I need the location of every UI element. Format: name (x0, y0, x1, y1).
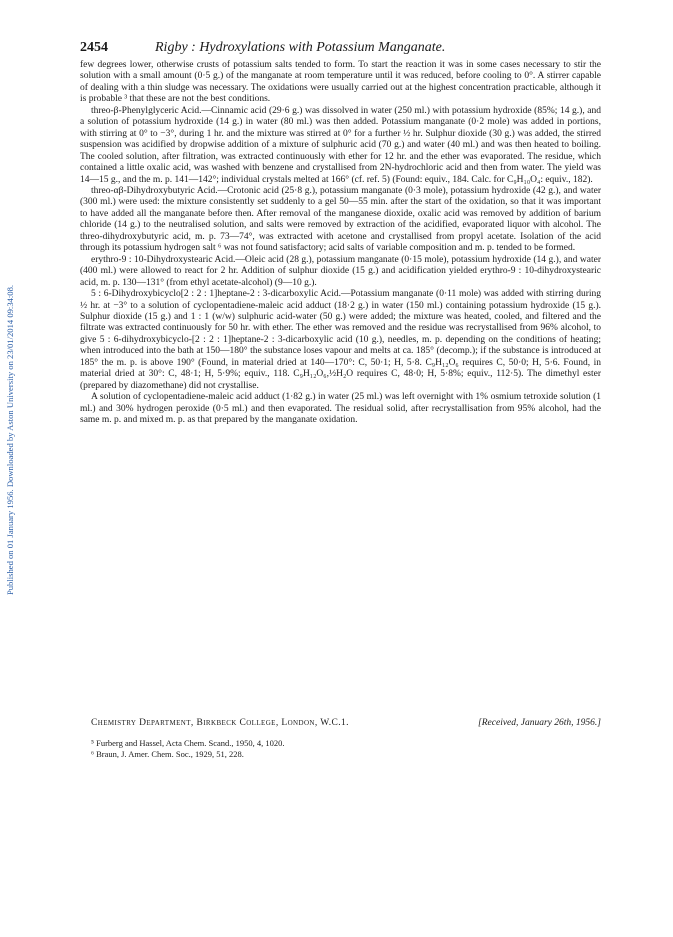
received-date: [Received, January 26th, 1956.] (478, 718, 601, 728)
institution: Chemistry Department, Birkbeck College, London, W.C.1. (91, 718, 349, 728)
running-title: Rigby : Hydroxylations with Potassium Manganate. (155, 40, 446, 55)
reference-6: ⁶ Braun, J. Amer. Chem. Soc., 1929, 51, 228. (91, 748, 244, 759)
affiliation-line (91, 717, 601, 729)
paragraph-1: few degrees lower, otherwise crusts of potassium salts tended to form. To start the reaction it was in some cases necessary to stir the solution with a small amount (0·5 g.) of the manganate at room temperature until it was reduced, before cooling to 0°. A stirrer capable of dealing with a thin sludge was necessary. The oxidations were usually carried out at the highest concentration practicable, although it is probable ³ that these are not the best conditions. (80, 60, 601, 105)
paragraph-osmium-tetroxide: A solution of cyclopentadiene-maleic acid adduct (1·82 g.) in water (25 ml.) was left overnight with 1% osmium tetroxide solution (1 ml.) and 30% hydrogen peroxide (0·5 ml.) and then evaporated. The residual solid, after recrystallisation from 95% alcohol, had the same m. p. and mixed m. p. as that prepared by the manganate oxidation. (80, 392, 601, 426)
article-body (80, 60, 601, 427)
references (91, 738, 601, 759)
paragraph-phenylglyceric-acid: threo-β-Phenylglyceric Acid.—Cinnamic acid (29·6 g.) was dissolved in water (250 ml.) with potassium hydroxide (85%; 14 g.), and a solution of potassium hydroxide (14 g.) in water (80 ml.) was then added. Potassium manganate (0·2 mole) was added in portions, with stirring at 0° to −3°, during 1 hr. and the mixture was stirred at 0° for a further ½ hr. Sulphur dioxide (30 g.) was added, the stirred suspension was acidified by dropwise addition of a mixture of sulphuric acid (70 g.) and water (40 ml.) and was then heated to boiling. The cooled solution, after filtration, was extracted continuously with ether for 12 hr. and the ether was evaporated. The residue, which contained a little oxalic acid, was washed with benzene and crystallised from 2N-hydrochloric acid and then from water. The yield was 14—15 g., and the m. p. 141—142°; individual crystals melted at 166° (cf. ref. 5) (Found: equiv., 184. Calc. for C₉H₁₀O₄: equiv., 182). (80, 105, 601, 185)
page-number: 2454 (80, 40, 108, 55)
page-header (80, 40, 600, 58)
download-notice (2, 200, 18, 680)
download-notice-text: Published on 01 January 1956. Downloaded by Aston University on 23/01/2014 09:34:08. (5, 284, 15, 596)
paragraph-dihydroxystearic-acid: erythro-9 : 10-Dihydroxystearic Acid.—Oleic acid (28 g.), potassium manganate (0·15 mole), potassium hydroxide (14 g.), and water (400 ml.) were allowed to react for 2 hr. Addition of sulphur dioxide (15 g.) and acidification yielded erythro-9 : 10-dihydroxystearic acid, m. p. 130—131° (from ethyl acetate-alcohol) (9—10 g.). (80, 254, 601, 288)
paragraph-dicarboxylic-acid: 5 : 6-Dihydroxybicyclo[2 : 2 : 1]heptane-2 : 3-dicarboxylic Acid.—Potassium manganate (0·11 mole) was added with stirring during ½ hr. at −3° to a solution of cyclopentadiene-maleic acid adduct (18·2 g.) in water (150 ml.) containing potassium hydroxide (15 g.). Sulphur dioxide (15 g.) and 1 : 1 (w/w) sulphuric acid-water (50 g.) were added; the mixture was heated, cooled, and filtered and the filtrate was extracted continuously for 50 hr. with ether. The ether was removed and the residue was recrystallised from 96% alcohol, to give 5 : 6-dihydroxybicyclo-[2 : 2 : 1]heptane-2 : 3-dicarboxylic acid (10 g.), needles, m. p. depending on the conditions of heating; when introduced into the bath at 150—180° the substance loses vapour and melts at ca. 185° (decomp.); if the substance is introduced at 185° the m. p. is above 190° (Found, in material dried at 140—170°: C, 50·1; H, 5·8. C₉H₁₂O₆ requires C, 50·0; H, 5·6. Found, in material dried at 30°: C, 48·1; H, 5·9%; equiv., 118. C₉H₁₂O₆,½H₂O requires C, 48·0; H, 5·8%; equiv., 112·5). The dimethyl ester (prepared by diazomethane) did not crystallise. (80, 289, 601, 391)
paragraph-dihydroxybutyric-acid: threo-αβ-Dihydroxybutyric Acid.—Crotonic acid (25·8 g.), potassium manganate (0·3 mole), potassium hydroxide (42 g.), and water (300 ml.) were used: the mixture consistently set suddenly to a gel 50—55 min. after the start of the oxidation, so that it was important to have added all the manganate before then. After removal of the manganese dioxide, oxalic acid was removed by addition of barium chloride (14 g.) to the neutralised solution, and salts were removed by extraction of the acidified, evaporated liquor with alcohol. The threo-dihydroxybutyric acid, m. p. 73—74°, was extracted with acetone and crystallised from propyl acetate. Isolation of the acid through its potassium hydrogen salt ⁶ was not found satisfactory; acid salts of variable composition and m. p. tended to be formed. (80, 185, 601, 254)
reference-5: ⁵ Furberg and Hassel, Acta Chem. Scand., 1950, 4, 1020. (91, 738, 285, 748)
